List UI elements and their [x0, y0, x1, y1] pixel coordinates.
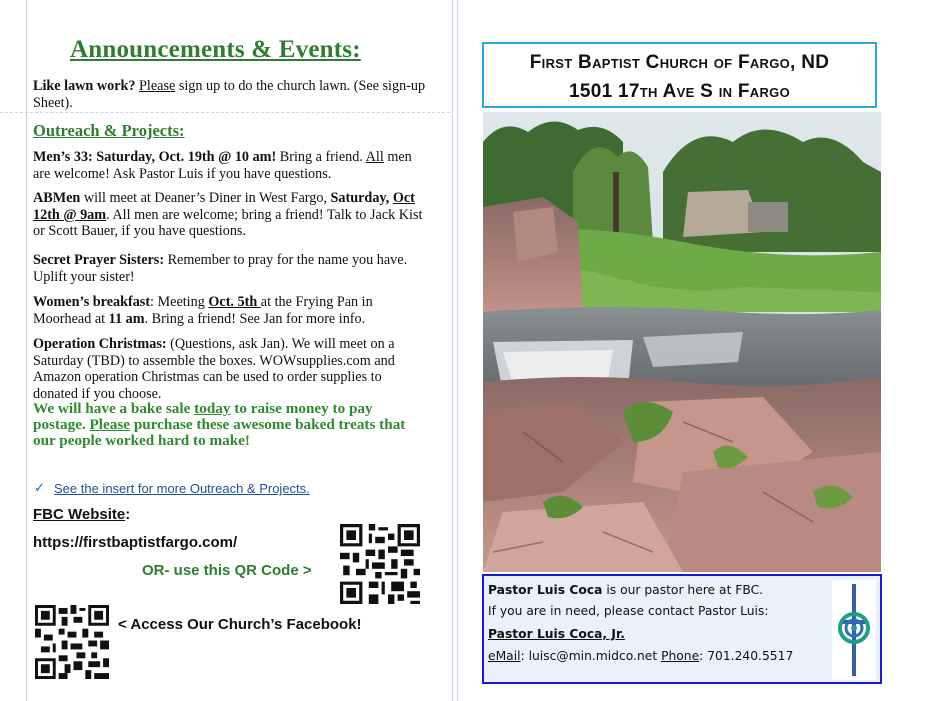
church-header [482, 42, 877, 108]
facebook-qr-code-icon[interactable] [35, 605, 109, 679]
website-qr-code-icon[interactable] [340, 524, 420, 604]
fold-guide [457, 0, 458, 701]
outreach-heading: Outreach & Projects: [33, 121, 185, 140]
header-guide [0, 112, 450, 113]
women-paragraph: Women’s breakfast: Meeting Oct. 5th at the Frying Pan in Moorhead at 11 am. Bring a friend! See Jan for more info. [33, 294, 373, 327]
qr-code-prompt: OR- use this QR Code > [142, 562, 312, 579]
bake-sale-paragraph: We will have a bake sale today to raise money to pay postage. Please purchase these awesome baked treats that our people worked hard to make! [33, 400, 406, 449]
pastor-name: Pastor Luis Coca, Jr. [488, 627, 625, 641]
christmas-paragraph: Operation Christmas: (Questions, ask Jan). We will meet on a Saturday (TBD) to assemble the boxes. WOWsupplies.com and Amazon operation Christmas can be used to order supplies to donated if you choose. [33, 336, 395, 402]
sisters-paragraph: Secret Prayer Sisters: Remember to pray for the name you have. Uplift your sister! [33, 252, 408, 285]
church-name: First Baptist Church of Fargo, ND [529, 52, 830, 73]
abmen-paragraph: ABMen will meet at Deaner’s Diner in West Fargo, Saturday, Oct 12th @ 9am. All men are welcome; bring a friend! Talk to Jack Kist or Scott Bauer, if you have questions. [33, 190, 423, 239]
church-address: 1501 17th Ave S in Fargo [569, 81, 790, 102]
margin-guide [26, 0, 27, 701]
fold-guide [452, 0, 453, 701]
pastor-contact-note: If you are in need, please contact Pastor Luis: [488, 604, 769, 618]
announcements-title: Announcements & Events: [70, 36, 361, 63]
church-logo-icon [832, 580, 876, 680]
mens33-paragraph: Men’s 33: Saturday, Oct. 19th @ 10 am! Bring a friend. All men are welcome! Ask Pastor Luis if you have questions. [33, 149, 412, 182]
website-url[interactable]: https://firstbaptistfargo.com/ [33, 534, 238, 551]
website-label: FBC Website: [33, 506, 131, 523]
pastor-contact-box [482, 574, 882, 684]
facebook-prompt: < Access Our Church’s Facebook! [118, 616, 362, 633]
pastor-intro: Pastor Luis Coca is our pastor here at FBC. [488, 583, 764, 597]
checkmark-icon: ✓ [34, 480, 45, 495]
waterfall-photo [483, 112, 881, 572]
insert-link[interactable]: See the insert for more Outreach & Projects. [54, 481, 310, 496]
lawn-paragraph: Like lawn work? Please sign up to do the church lawn. (See sign-up Sheet). [33, 78, 426, 111]
pastor-email-phone: eMail: luisc@min.midco.net Phone: 701.240.5517 [488, 649, 794, 663]
